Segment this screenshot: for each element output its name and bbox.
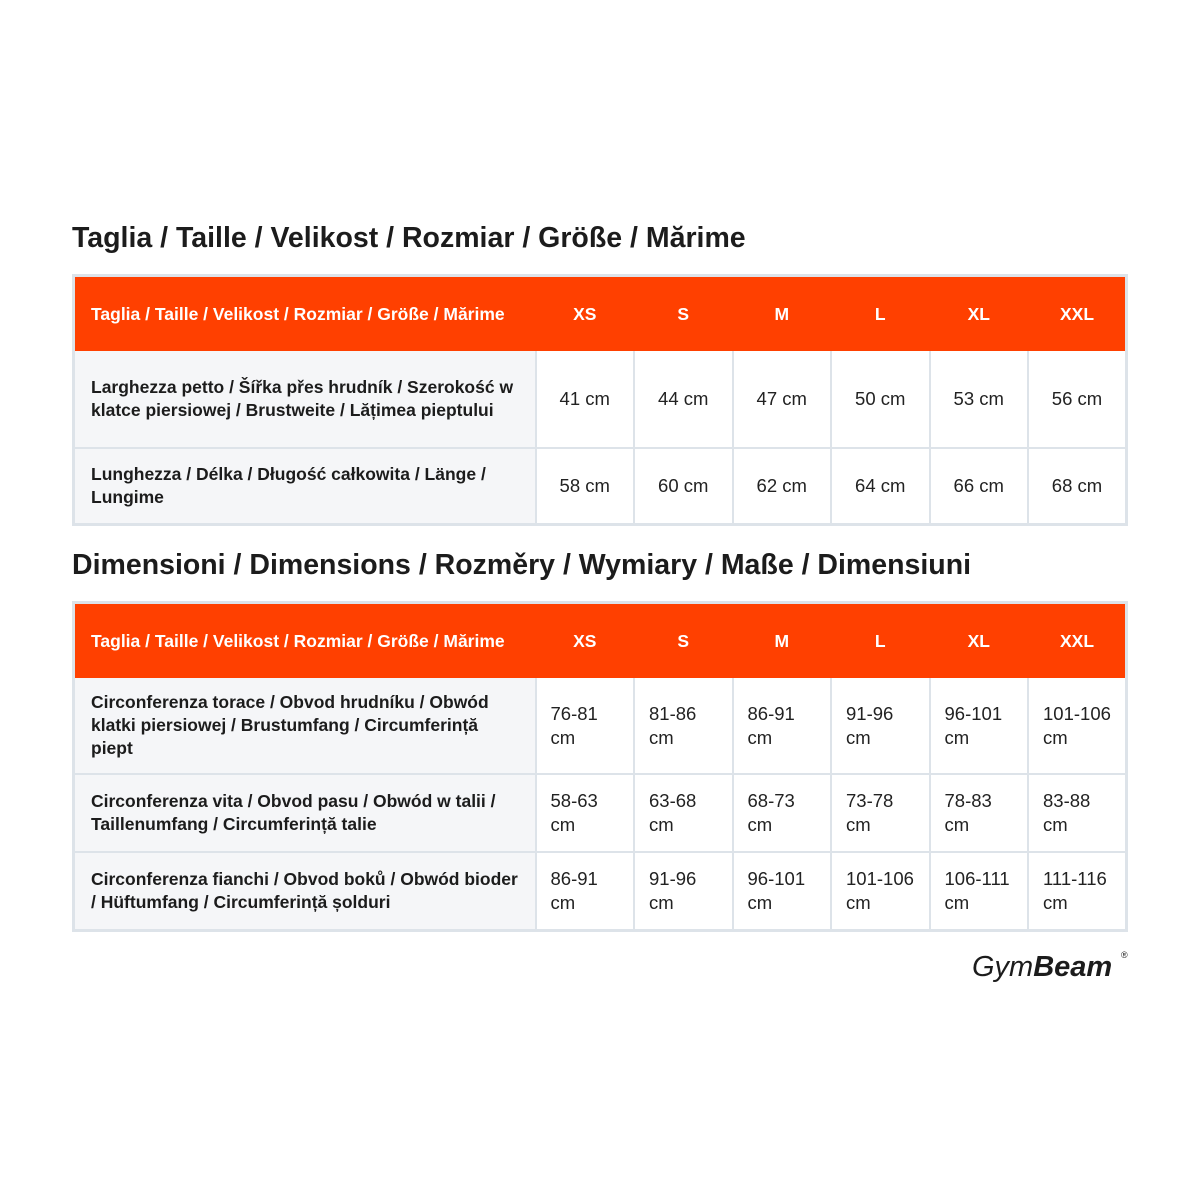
row-label-hip-circumference: Circonferenza fianchi / Obvod boků / Obwód bioder / Hüftumfang / Circumferință șolduri: [74, 852, 536, 931]
size-header-l: L: [831, 603, 930, 679]
logo-text-bold: Beam: [1033, 951, 1113, 983]
table-row: [74, 678, 1127, 774]
header-label-cell: Taglia / Taille / Velikost / Rozmiar / Größe / Mărime: [74, 603, 536, 679]
table-row: [74, 852, 1127, 931]
size-header-m: M: [733, 603, 832, 679]
size-header-s: S: [634, 603, 733, 679]
size-table-header-row: [74, 276, 1127, 352]
value-cell: 50 cm: [831, 351, 930, 448]
value-cell: 53 cm: [930, 351, 1029, 448]
value-cell: 64 cm: [831, 448, 930, 525]
dimensions-table: [72, 601, 1128, 932]
value-cell: 111-116 cm: [1028, 852, 1127, 931]
value-cell: 76-81 cm: [536, 678, 635, 774]
dimensions-section-title: Dimensioni / Dimensions / Rozměry / Wymiary / Maße / Dimensiuni: [72, 549, 972, 581]
row-label-length: Lunghezza / Délka / Długość całkowita / Länge / Lungime: [74, 448, 536, 525]
value-cell: 91-96 cm: [634, 852, 733, 931]
table-row: [74, 448, 1127, 525]
size-header-s: S: [634, 276, 733, 352]
size-header-xxl: XXL: [1028, 603, 1127, 679]
value-cell: 101-106 cm: [1028, 678, 1127, 774]
value-cell: 44 cm: [634, 351, 733, 448]
row-label-chest-circumference: Circonferenza torace / Obvod hrudníku / Obwód klatki piersiowej / Brustumfang / Circumferință piept: [74, 678, 536, 774]
dimensions-table-header-row: [74, 603, 1127, 679]
value-cell: 63-68 cm: [634, 774, 733, 852]
size-header-xxl: XXL: [1028, 276, 1127, 352]
table-row: [74, 351, 1127, 448]
value-cell: 96-101 cm: [930, 678, 1029, 774]
value-cell: 91-96 cm: [831, 678, 930, 774]
header-label-cell: Taglia / Taille / Velikost / Rozmiar / Größe / Mărime: [74, 276, 536, 352]
value-cell: 56 cm: [1028, 351, 1127, 448]
value-cell: 62 cm: [733, 448, 832, 525]
value-cell: 81-86 cm: [634, 678, 733, 774]
size-header-xl: XL: [930, 603, 1029, 679]
value-cell: 68 cm: [1028, 448, 1127, 525]
value-cell: 58-63 cm: [536, 774, 635, 852]
svg-text:GymBeam: [972, 951, 1112, 983]
value-cell: 73-78 cm: [831, 774, 930, 852]
value-cell: 68-73 cm: [733, 774, 832, 852]
table-row: [74, 774, 1127, 852]
value-cell: 96-101 cm: [733, 852, 832, 931]
value-cell: 86-91 cm: [733, 678, 832, 774]
size-header-m: M: [733, 276, 832, 352]
value-cell: 60 cm: [634, 448, 733, 525]
size-header-l: L: [831, 276, 930, 352]
value-cell: 66 cm: [930, 448, 1029, 525]
value-cell: 101-106 cm: [831, 852, 930, 931]
gymbeam-logo: [970, 944, 1130, 986]
row-label-chest-width: Larghezza petto / Šířka přes hrudník / Szerokość w klatce piersiowej / Brustweite / Lățimea pieptului: [74, 351, 536, 448]
value-cell: 106-111 cm: [930, 852, 1029, 931]
value-cell: 41 cm: [536, 351, 635, 448]
value-cell: 78-83 cm: [930, 774, 1029, 852]
registered-mark: ®: [1121, 950, 1128, 960]
size-header-xs: XS: [536, 603, 635, 679]
row-label-waist-circumference: Circonferenza vita / Obvod pasu / Obwód w talii / Taillenumfang / Circumferință talie: [74, 774, 536, 852]
value-cell: 86-91 cm: [536, 852, 635, 931]
value-cell: 83-88 cm: [1028, 774, 1127, 852]
size-header-xl: XL: [930, 276, 1029, 352]
logo-text-light: Gym: [972, 951, 1034, 983]
size-section-title: Taglia / Taille / Velikost / Rozmiar / Größe / Mărime: [72, 222, 746, 254]
value-cell: 58 cm: [536, 448, 635, 525]
size-table: [72, 274, 1128, 526]
size-header-xs: XS: [536, 276, 635, 352]
value-cell: 47 cm: [733, 351, 832, 448]
